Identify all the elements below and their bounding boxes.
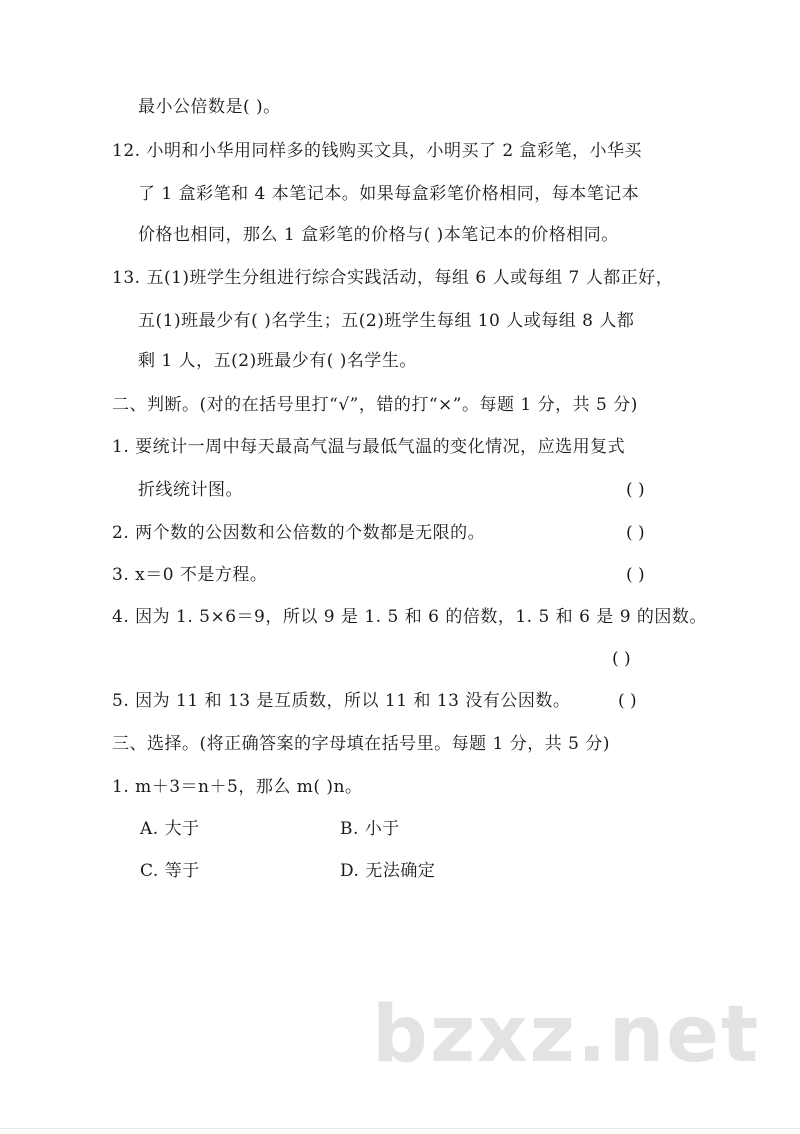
judge-q2-answer-bracket: ( ): [626, 523, 645, 543]
option-d: D. 无法确定: [340, 861, 436, 881]
judge-q4-answer-bracket: ( ): [612, 649, 631, 669]
option-a: A. 大于: [140, 819, 200, 839]
judge-q3-answer-bracket: ( ): [626, 565, 645, 585]
judge-q2: 2. 两个数的公因数和公倍数的个数都是无限的。: [112, 523, 486, 543]
q12-line-3: 价格也相同，那么 1 盒彩笔的价格与( )本笔记本的价格相同。: [138, 225, 619, 245]
judge-q1-line-2: 折线统计图。: [138, 480, 243, 500]
judge-q5-answer-bracket: ( ): [618, 691, 637, 711]
judge-q1-answer-bracket: ( ): [626, 480, 645, 500]
q13-line-2: 五(1)班最少有( )名学生；五(2)班学生每组 10 人或每组 8 人都: [138, 311, 635, 331]
judge-q1-line-1: 1. 要统计一周中每天最高气温与最低气温的变化情况，应选用复式: [112, 437, 626, 457]
q11-continuation: 最小公倍数是( )。: [138, 97, 281, 117]
watermark: bzxz.net: [372, 990, 761, 1080]
page-bottom-edge: [0, 1128, 800, 1129]
section-2-heading: 二、判断。(对的在括号里打“√”，错的打“×”。每题 1 分，共 5 分): [112, 395, 638, 415]
judge-q5: 5. 因为 11 和 13 是互质数，所以 11 和 13 没有公因数。: [112, 691, 571, 711]
q13-line-3: 剩 1 人，五(2)班最少有( )名学生。: [138, 351, 417, 371]
section-3-heading: 三、选择。(将正确答案的字母填在括号里。每题 1 分，共 5 分): [112, 734, 611, 754]
choice-q1: 1. m＋3＝n＋5，那么 m( )n。: [112, 777, 363, 797]
q13-line-1: 13. 五(1)班学生分组进行综合实践活动，每组 6 人或每组 7 人都正好，: [112, 268, 674, 288]
q12-line-1: 12. 小明和小华用同样多的钱购买文具，小明买了 2 盒彩笔，小华买: [112, 141, 643, 161]
judge-q4: 4. 因为 1. 5×6＝9，所以 9 是 1. 5 和 6 的倍数，1. 5 和 6 是 9 的因数。: [112, 607, 707, 627]
q12-line-2: 了 1 盒彩笔和 4 本笔记本。如果每盒彩笔价格相同，每本笔记本: [138, 184, 640, 204]
judge-q3: 3. x＝0 不是方程。: [112, 565, 268, 585]
option-b: B. 小于: [340, 819, 400, 839]
option-c: C. 等于: [140, 861, 200, 881]
